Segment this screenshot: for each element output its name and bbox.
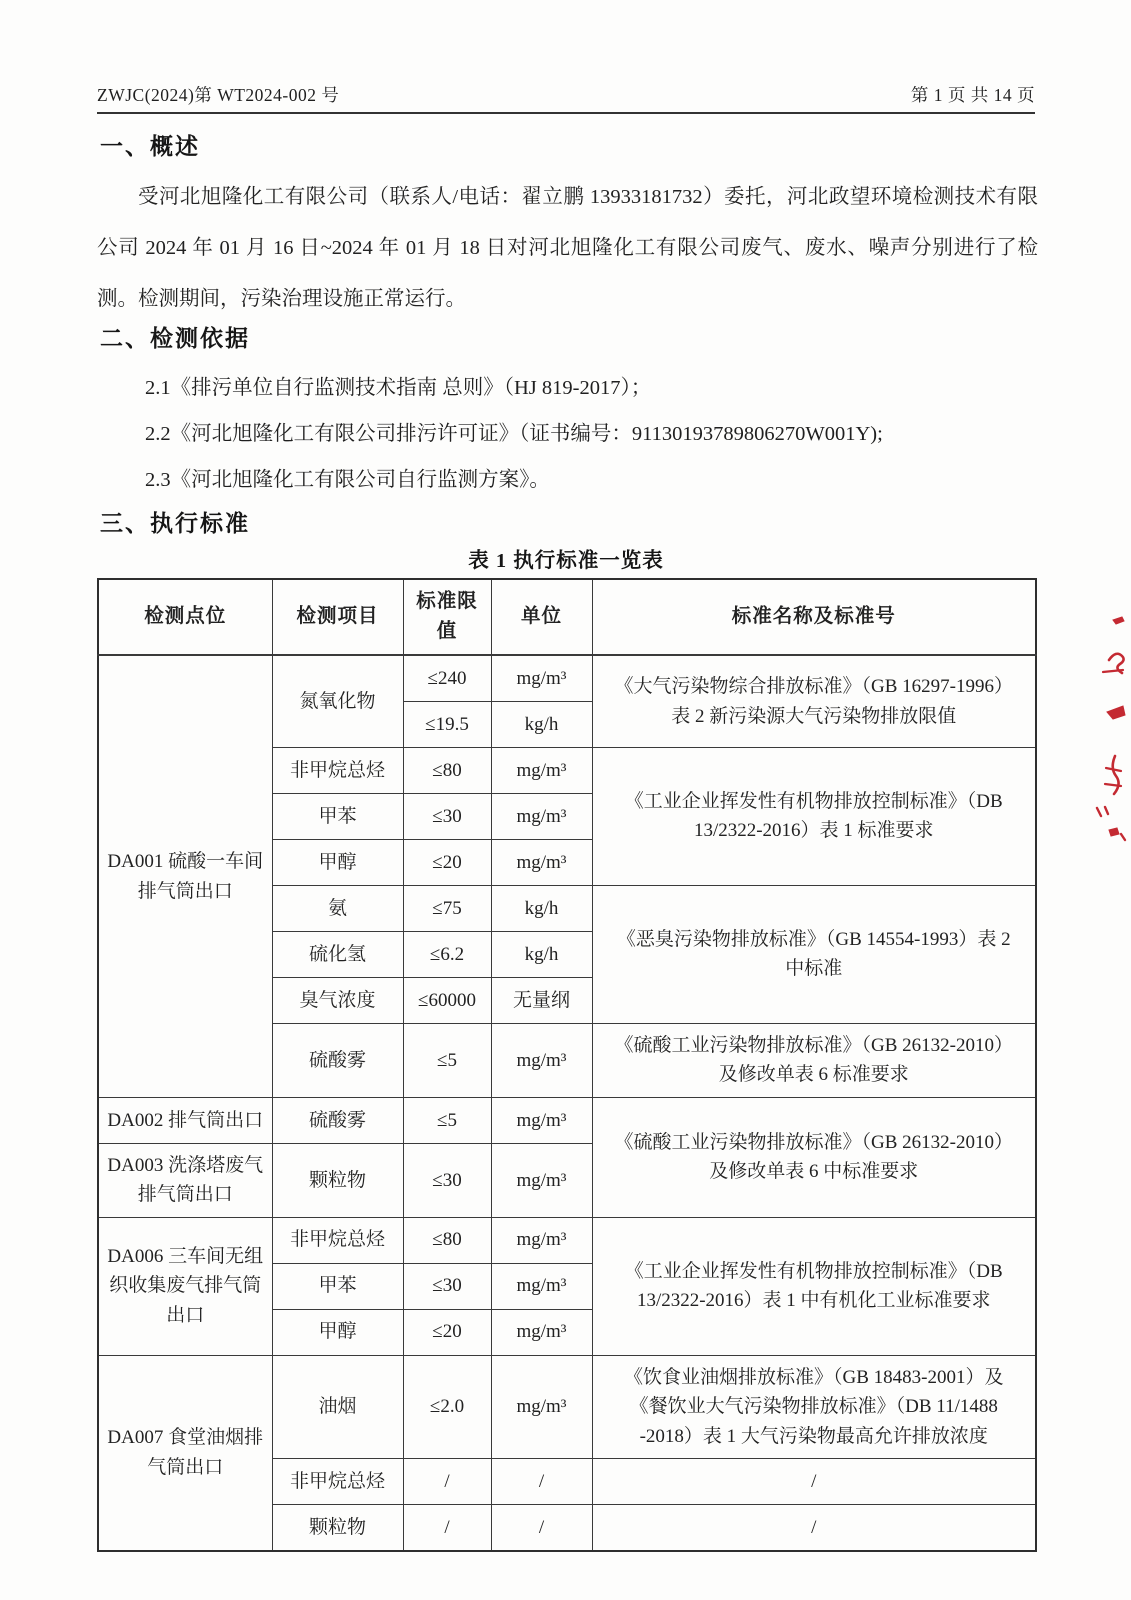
table-title: 表 1 执行标准一览表 <box>468 550 664 572</box>
table-cell: ≤75 <box>403 885 491 931</box>
section-title-standards: 三、执行标准 <box>100 510 250 536</box>
table-cell: ≤2.0 <box>403 1355 491 1458</box>
table-cell: 非甲烷总烃 <box>272 747 403 793</box>
table-cell: mg/m³ <box>491 1143 592 1217</box>
table-cell: / <box>403 1459 491 1505</box>
monitoring-point-cell: DA002 排气筒出口 <box>98 1097 272 1143</box>
standard-name-cell: 《硫酸工业污染物排放标准》（GB 26132-2010）及修改单表 6 中标准要求 <box>592 1097 1036 1217</box>
table-cell: ≤6.2 <box>403 931 491 977</box>
section-title-overview: 一、概述 <box>100 133 200 159</box>
table-cell: 硫酸雾 <box>272 1097 403 1143</box>
table-cell: ≤80 <box>403 747 491 793</box>
basis-item-3: 2.3《河北旭隆化工有限公司自行监测方案》。 <box>145 469 550 491</box>
table-cell: ≤30 <box>403 793 491 839</box>
basis-item-2: 2.2《河北旭隆化工有限公司排污许可证》（证书编号：91130193789806270W001Y); <box>145 423 883 445</box>
col-header-limit: 标准限值 <box>403 579 491 655</box>
table-cell: kg/h <box>491 885 592 931</box>
table-cell: kg/h <box>491 931 592 977</box>
table-cell: 氨 <box>272 885 403 931</box>
table-cell: ≤30 <box>403 1263 491 1309</box>
table-cell: mg/m³ <box>491 839 592 885</box>
table-row <box>98 1097 1036 1143</box>
table-header-row <box>98 579 1036 655</box>
table-cell: mg/m³ <box>491 1097 592 1143</box>
monitoring-point-cell: DA003 洗涤塔废气排气筒出口 <box>98 1143 272 1217</box>
standard-name-cell: 《饮食业油烟排放标准》（GB 18483-2001）及《餐饮业大气污染物排放标准》（DB 11/1488 -2018）表 1 大气污染物最高允许排放浓度 <box>592 1355 1036 1458</box>
table-cell: ≤19.5 <box>403 701 491 747</box>
standard-name-cell: 《硫酸工业污染物排放标准》（GB 26132-2010）及修改单表 6 标准要求 <box>592 1023 1036 1097</box>
table-cell: / <box>491 1505 592 1551</box>
table-cell: mg/m³ <box>491 1309 592 1355</box>
table-cell: 甲醇 <box>272 1309 403 1355</box>
table-cell: 氮氧化物 <box>272 655 403 747</box>
monitoring-point-cell: DA007 食堂油烟排气筒出口 <box>98 1355 272 1550</box>
table-cell: ≤20 <box>403 1309 491 1355</box>
table-cell: / <box>403 1505 491 1551</box>
table-cell: 非甲烷总烃 <box>272 1459 403 1505</box>
overview-paragraph: 受河北旭隆化工有限公司（联系人/电话：翟立鹏 13933181732）委托，河北政望环境检测技术有限公司 2024 年 01 月 16 日~2024 年 01 月 18 日对河北旭隆化工有限公司废气、废水、噪声分别进行了检测。检测期间，污染治理设施正常运行。 <box>97 186 1038 310</box>
standard-name-cell: 《工业企业挥发性有机物排放控制标准》（DB 13/2322-2016）表 1 标准要求 <box>592 747 1036 885</box>
table-cell: mg/m³ <box>491 747 592 793</box>
page-header <box>97 82 1035 114</box>
page-indicator: 第 1 页 共 14 页 <box>910 85 1035 105</box>
section-title-basis: 二、检测依据 <box>100 325 250 351</box>
standard-name-cell: 《恶臭污染物排放标准》（GB 14554-1993）表 2 中标准 <box>592 885 1036 1023</box>
table-cell: mg/m³ <box>491 793 592 839</box>
standard-name-cell: 《大气污染物综合排放标准》（GB 16297-1996）表 2 新污染源大气污染物排放限值 <box>592 655 1036 747</box>
table-cell: ≤240 <box>403 655 491 701</box>
table-cell: 甲苯 <box>272 1263 403 1309</box>
table-cell: 非甲烷总烃 <box>272 1217 403 1263</box>
table-cell: ≤80 <box>403 1217 491 1263</box>
table-cell: mg/m³ <box>491 1263 592 1309</box>
basis-item-1: 2.1《排污单位自行监测技术指南 总则》（HJ 819-2017）； <box>145 377 652 399</box>
table-cell: 油烟 <box>272 1355 403 1458</box>
table-row <box>98 655 1036 701</box>
table-cell: 臭气浓度 <box>272 977 403 1023</box>
table-cell: / <box>592 1459 1036 1505</box>
table-cell: ≤30 <box>403 1143 491 1217</box>
table-cell: ≤5 <box>403 1097 491 1143</box>
table-cell: 甲醇 <box>272 839 403 885</box>
standard-name-cell: 《工业企业挥发性有机物排放控制标准》（DB 13/2322-2016）表 1 中有机化工业标准要求 <box>592 1217 1036 1355</box>
table-row <box>98 1355 1036 1458</box>
monitoring-point-cell: DA006 三车间无组织收集废气排气筒出口 <box>98 1217 272 1355</box>
table-cell: 无量纲 <box>491 977 592 1023</box>
standards-table <box>97 578 1037 1552</box>
document-number: ZWJC(2024)第 WT2024-002 号 <box>97 85 340 105</box>
table-cell: ≤20 <box>403 839 491 885</box>
col-header-standard: 标准名称及标准号 <box>592 579 1036 655</box>
monitoring-point-cell: DA001 硫酸一车间排气筒出口 <box>98 655 272 1097</box>
table-cell: 硫酸雾 <box>272 1023 403 1097</box>
table-cell: kg/h <box>491 701 592 747</box>
table-cell: 颗粒物 <box>272 1143 403 1217</box>
basis-list <box>145 365 1035 503</box>
table-cell: 颗粒物 <box>272 1505 403 1551</box>
red-ink-marks <box>1085 608 1131 843</box>
table-row <box>98 1217 1036 1263</box>
table-cell: mg/m³ <box>491 655 592 701</box>
table-cell: ≤5 <box>403 1023 491 1097</box>
table-cell: / <box>592 1505 1036 1551</box>
table-cell: / <box>491 1459 592 1505</box>
table-cell: mg/m³ <box>491 1355 592 1458</box>
table-cell: 甲苯 <box>272 793 403 839</box>
table-cell: ≤60000 <box>403 977 491 1023</box>
col-header-item: 检测项目 <box>272 579 403 655</box>
col-header-unit: 单位 <box>491 579 592 655</box>
table-cell: mg/m³ <box>491 1217 592 1263</box>
table-cell: mg/m³ <box>491 1023 592 1097</box>
col-header-point: 检测点位 <box>98 579 272 655</box>
table-cell: 硫化氢 <box>272 931 403 977</box>
